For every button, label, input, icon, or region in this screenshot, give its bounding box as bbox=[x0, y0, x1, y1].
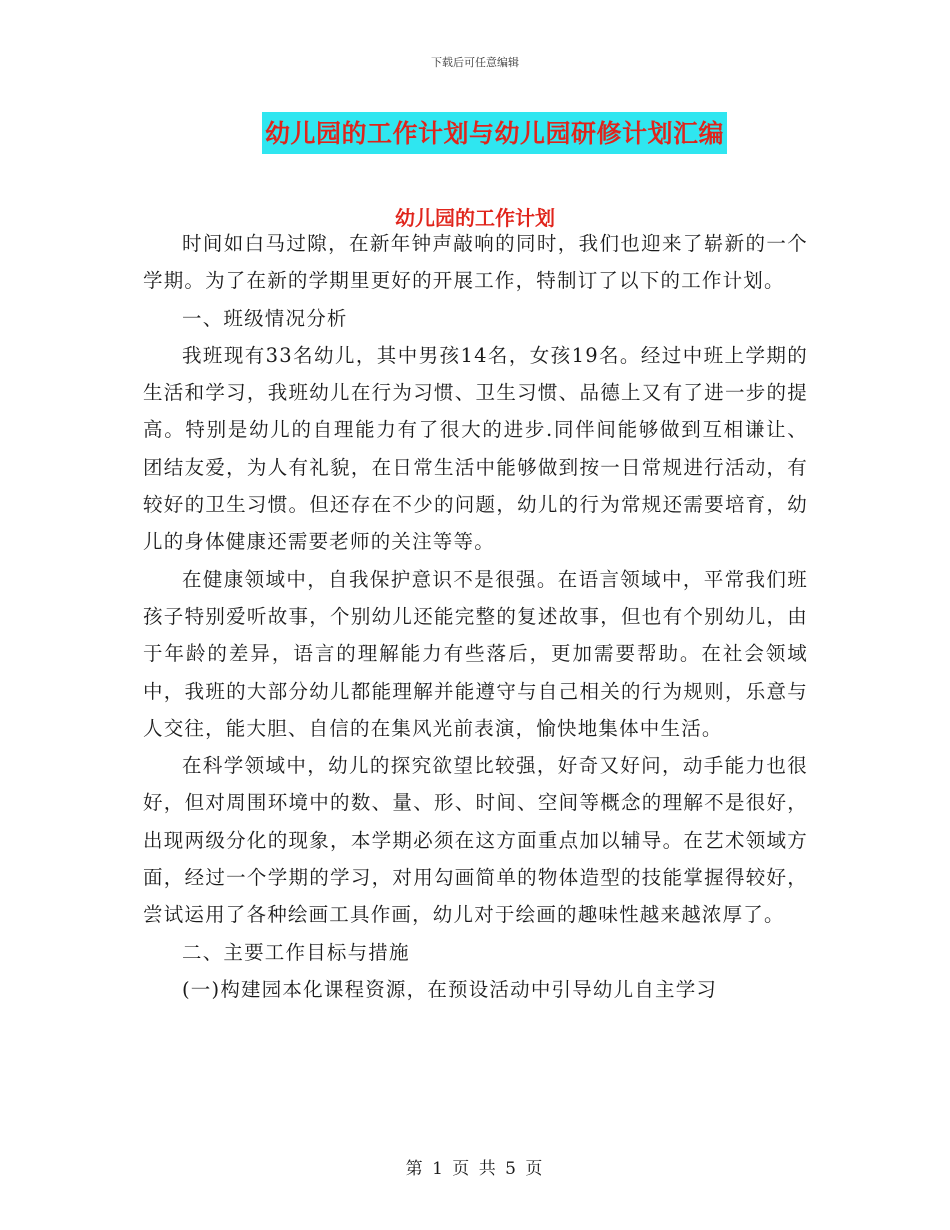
paragraph-health-language-social: 在健康领域中，自我保护意识不是很强。在语言领域中，平常我们班孩子特别爱听故事，个别幼儿还能完整的复述故事，但也有个别幼儿，由于年龄的差异，语言的理解能力有些落后，更加需要帮助。在社会领域中，我班的大部分幼儿都能理解并能遵守与自己相关的行为规则，乐意与人交往，能大胆、自信的在集风光前表演，愉快地集体中生活。 bbox=[143, 567, 808, 740]
heading-class-analysis: 一、班级情况分析 bbox=[182, 306, 348, 330]
page-number-footer: 第 1 页 共 5 页 bbox=[405, 1159, 545, 1179]
paragraph-science-art: 在科学领域中，幼儿的探究欲望比较强，好奇又好问，动手能力也很好，但对周围环境中的数、量、形、时间、空间等概念的理解不是很好，出现两级分化的现象，本学期必须在这方面重点加以辅导。在艺术领域方面，经过一个学期的学习，对用勾画简单的物体造型的技能掌握得较好，尝试运用了各种绘画工具作画，幼儿对于绘画的趣味性越来越浓厚了。 bbox=[143, 754, 808, 927]
document-title: 幼儿园的工作计划与幼儿园研修计划汇编 bbox=[262, 112, 727, 154]
document-body bbox=[143, 225, 808, 1008]
paragraph-intro: 时间如白马过隙，在新年钟声敲响的同时，我们也迎来了崭新的一个学期。为了在新的学期里更好的开展工作，特制订了以下的工作计划。 bbox=[143, 232, 808, 293]
section-title: 幼儿园的工作计划 bbox=[395, 206, 555, 230]
subheading-curriculum: (一)构建园本化课程资源，在预设活动中引导幼儿自主学习 bbox=[182, 977, 718, 1001]
paragraph-class-overview: 我班现有33名幼儿，其中男孩14名，女孩19名。经过中班上学期的生活和学习，我班幼儿在行为习惯、卫生习惯、品德上又有了进一步的提高。特别是幼儿的自理能力有了很大的进步.同伴间能够做到互相谦让、团结友爱，为人有礼貌，在日常生活中能够做到按一日常规进行活动，有较好的卫生习惯。但还存在不少的问题，幼儿的行为常规还需要培育，幼儿的身体健康还需要老师的关注等等。 bbox=[143, 343, 808, 554]
header-note: 下载后可任意编辑 bbox=[431, 56, 519, 69]
heading-goals-measures: 二、主要工作目标与措施 bbox=[182, 940, 410, 964]
